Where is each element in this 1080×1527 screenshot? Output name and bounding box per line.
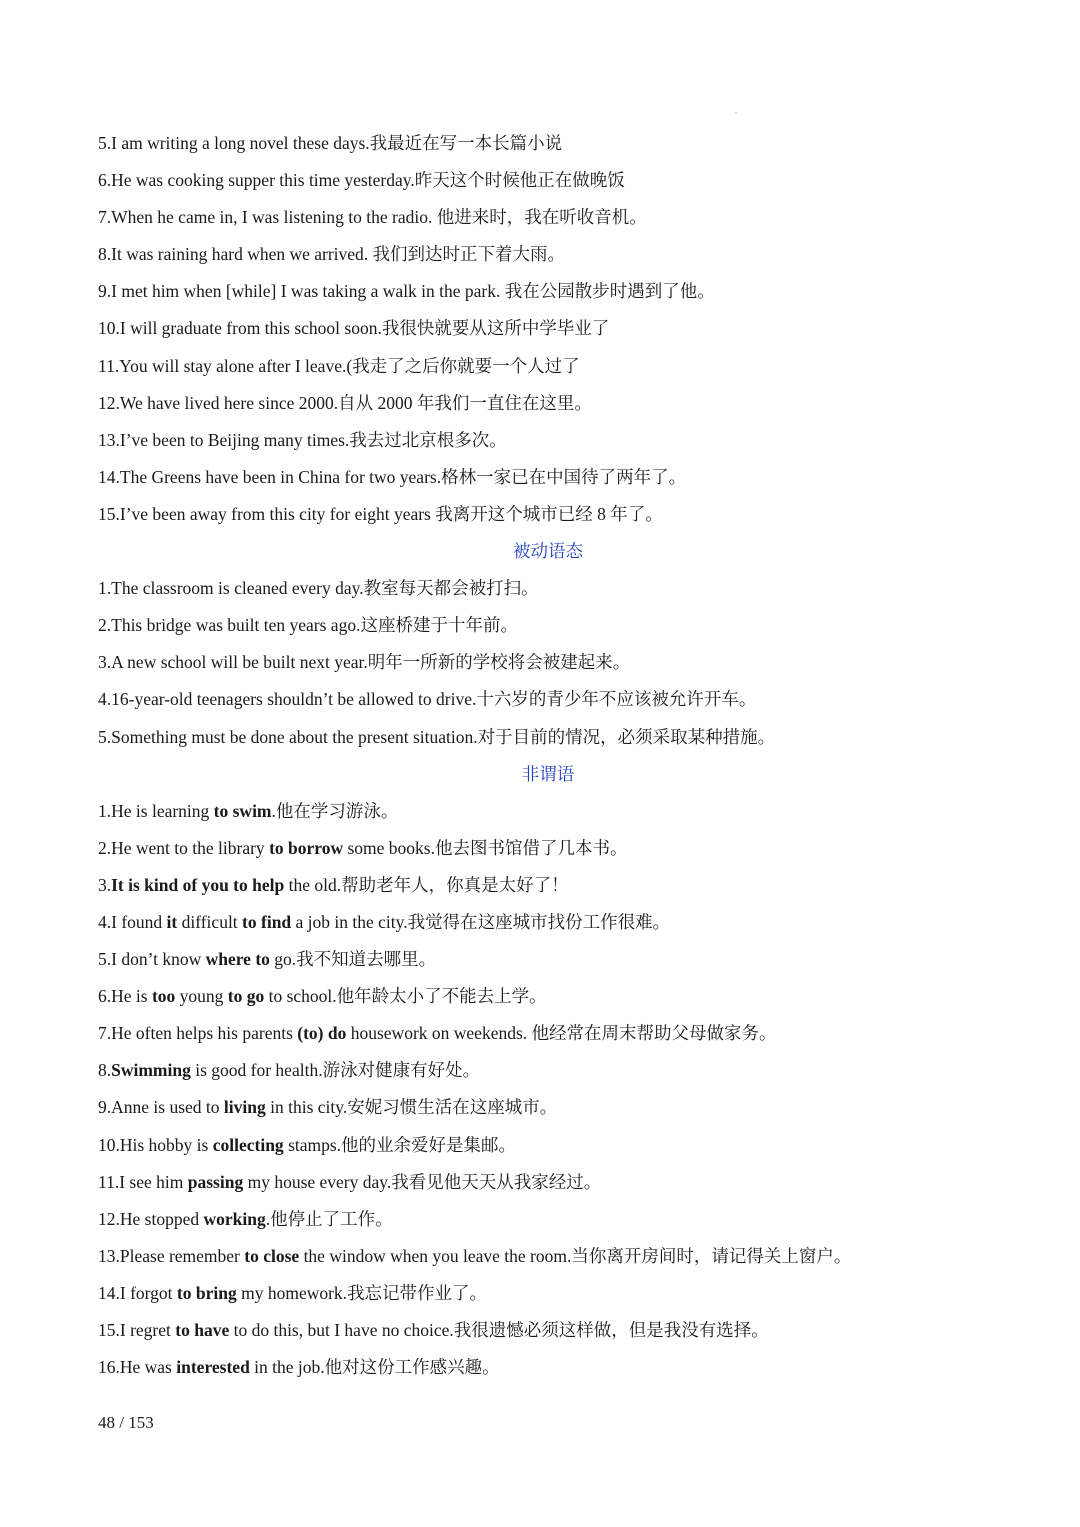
sentence-line: 14.The Greens have been in China for two years.格林一家已在中国待了两年了。 xyxy=(98,466,687,487)
sentence-text: 4.I found xyxy=(98,911,167,932)
sentence-line: 12.We have lived here since 2000.自从 2000 年我们一直住在这里。 xyxy=(98,392,592,413)
sentence-line xyxy=(98,1238,998,1275)
sentence-line: 9.I met him when [while] I was taking a walk in the park. 我在公园散步时遇到了他。 xyxy=(98,281,715,302)
sentence-text: my house every day.我看见他天天从我家经过。 xyxy=(243,1171,602,1192)
sentence-text: 8. xyxy=(98,1060,112,1081)
sentence-text: some books.他去图书馆借了几本书。 xyxy=(343,837,628,858)
sentence-line xyxy=(98,978,998,1015)
sentence-line: 13.I’ve been to Beijing many times.我去过北京根多次。 xyxy=(98,429,507,450)
sentence-text: 13.Please remember xyxy=(98,1245,245,1266)
sentence-text: housework on weekends. 他经常在周末帮助父母做家务。 xyxy=(346,1023,777,1044)
sentence-text: in the job.他对这份工作感兴趣。 xyxy=(249,1357,500,1378)
sentence-line xyxy=(98,793,998,830)
nonfinite-section xyxy=(98,793,998,1387)
sentence-bold: living xyxy=(223,1097,266,1118)
sentence-bold: collecting xyxy=(212,1134,284,1155)
sentence-line xyxy=(98,1052,998,1089)
sentence-bold: Swimming xyxy=(111,1060,191,1081)
sentence-text: to do this, but I have no choice.我很遗憾必须这样做，但是我没有选择。 xyxy=(229,1320,769,1340)
sentence-line xyxy=(98,1089,998,1126)
sentence-line: 8.It was raining hard when we arrived. 我们到达时正下着大雨。 xyxy=(98,244,566,265)
section-heading-nonfinite: 非谓语 xyxy=(521,763,575,784)
sentence-line: 5.I am writing a long novel these days.我最近在写一本长篇小说 xyxy=(98,133,563,153)
sentence-line: 15.I’ve been away from this city for eight years 我离开这个城市已经 8 年了。 xyxy=(98,503,663,524)
sentence-line xyxy=(98,1349,998,1386)
sentence-text: stamps.他的业余爱好是集邮。 xyxy=(283,1134,517,1155)
sentence-text: in this city.安妮习惯生活在这座城市。 xyxy=(265,1097,558,1118)
page-number: 48 / 153 xyxy=(98,1413,154,1432)
sentence-text: difficult xyxy=(177,911,243,932)
sentence-bold: It is kind of you to help xyxy=(111,874,285,895)
sentence-bold: passing xyxy=(187,1171,244,1192)
sentence-text: .他在学习游泳。 xyxy=(271,800,399,821)
sentence-text: 16.He was xyxy=(98,1357,177,1378)
sentence-bold: to swim xyxy=(213,800,272,821)
sentence-bold: to borrow xyxy=(269,837,344,858)
tense-section xyxy=(98,125,998,533)
sentence-line xyxy=(98,1312,998,1349)
sentence-bold: working xyxy=(203,1208,266,1229)
sentence-bold: it xyxy=(166,911,178,932)
sentence-text: my homework.我忘记带作业了。 xyxy=(236,1282,488,1303)
sentence-bold: where to xyxy=(205,949,270,970)
sentence-text: 15.I regret xyxy=(98,1320,176,1340)
sentence-text: 3. xyxy=(98,874,112,895)
sentence-bold: to go xyxy=(227,986,265,1007)
sentence-line: 7.When he came in, I was listening to the radio. 他进来时，我在听收音机。 xyxy=(98,207,647,228)
section-heading-passive: 被动语态 xyxy=(513,541,583,562)
sentence-text: 10.His hobby is xyxy=(98,1134,213,1155)
sentence-line xyxy=(98,1015,998,1052)
scan-speck xyxy=(735,112,737,113)
sentence-line: 3.A new school will be built next year.明年一所新的学校将会被建起来。 xyxy=(98,652,631,673)
sentence-text: 1.He is learning xyxy=(98,800,214,821)
sentence-bold: to bring xyxy=(176,1282,237,1303)
sentence-text: is good for health.游泳对健康有好处。 xyxy=(190,1060,481,1081)
sentence-line: 10.I will graduate from this school soon.我很快就要从这所中学毕业了 xyxy=(98,318,610,339)
sentence-line xyxy=(98,1127,998,1164)
sentence-line: 2.This bridge was built ten years ago.这座桥建于十年前。 xyxy=(98,615,518,636)
sentence-text: 14.I forgot xyxy=(98,1282,177,1303)
sentence-line xyxy=(98,941,998,978)
sentence-bold: to have xyxy=(175,1320,230,1340)
sentence-line: 4.16-year-old teenagers shouldn’t be allowed to drive.十六岁的青少年不应该被允许开车。 xyxy=(98,689,757,710)
sentence-text: a job in the city.我觉得在这座城市找份工作很难。 xyxy=(291,911,671,932)
sentence-text: .他停止了工作。 xyxy=(265,1208,393,1229)
sentence-text: 6.He is xyxy=(98,986,152,1007)
sentence-line xyxy=(98,1164,998,1201)
sentence-text: young xyxy=(175,986,228,1007)
sentence-line xyxy=(98,904,998,941)
sentence-text: 11.I see him xyxy=(98,1171,188,1192)
sentence-text: 2.He went to the library xyxy=(98,837,270,858)
sentence-line xyxy=(98,1275,998,1312)
sentence-bold: to close xyxy=(244,1245,300,1266)
sentence-text: 5.I don’t know xyxy=(98,949,206,970)
sentence-text: 7.He often helps his parents xyxy=(98,1023,298,1044)
document-page xyxy=(98,125,998,1386)
sentence-line xyxy=(98,830,998,867)
sentence-line: 6.He was cooking supper this time yesterday.昨天这个时候他正在做晚饭 xyxy=(98,170,625,191)
sentence-bold: interested xyxy=(176,1357,250,1378)
sentence-line: 5.Something must be done about the present situation.对于目前的情况，必须采取某种措施。 xyxy=(98,726,776,747)
sentence-text: the window when you leave the room.当你离开房间时，请记得关上窗户。 xyxy=(299,1245,852,1266)
sentence-line xyxy=(98,867,998,904)
sentence-line: 1.The classroom is cleaned every day.教室每天都会被打扫。 xyxy=(98,578,539,599)
sentence-text: to school.他年龄太小了不能去上学。 xyxy=(264,986,547,1007)
sentence-bold: too xyxy=(151,986,176,1007)
sentence-line xyxy=(98,1201,998,1238)
sentence-text: 12.He stopped xyxy=(98,1208,204,1229)
sentence-bold: (to) do xyxy=(297,1023,347,1044)
sentence-line: 11.You will stay alone after I leave.(我走了之后你就要一个人过了 xyxy=(98,355,580,376)
sentence-text: 9.Anne is used to xyxy=(98,1097,224,1118)
sentence-bold: to find xyxy=(242,911,292,932)
passive-section xyxy=(98,570,998,755)
sentence-text: the old.帮助老年人，你真是太好了！ xyxy=(284,874,569,895)
sentence-text: go.我不知道去哪里。 xyxy=(269,949,437,970)
